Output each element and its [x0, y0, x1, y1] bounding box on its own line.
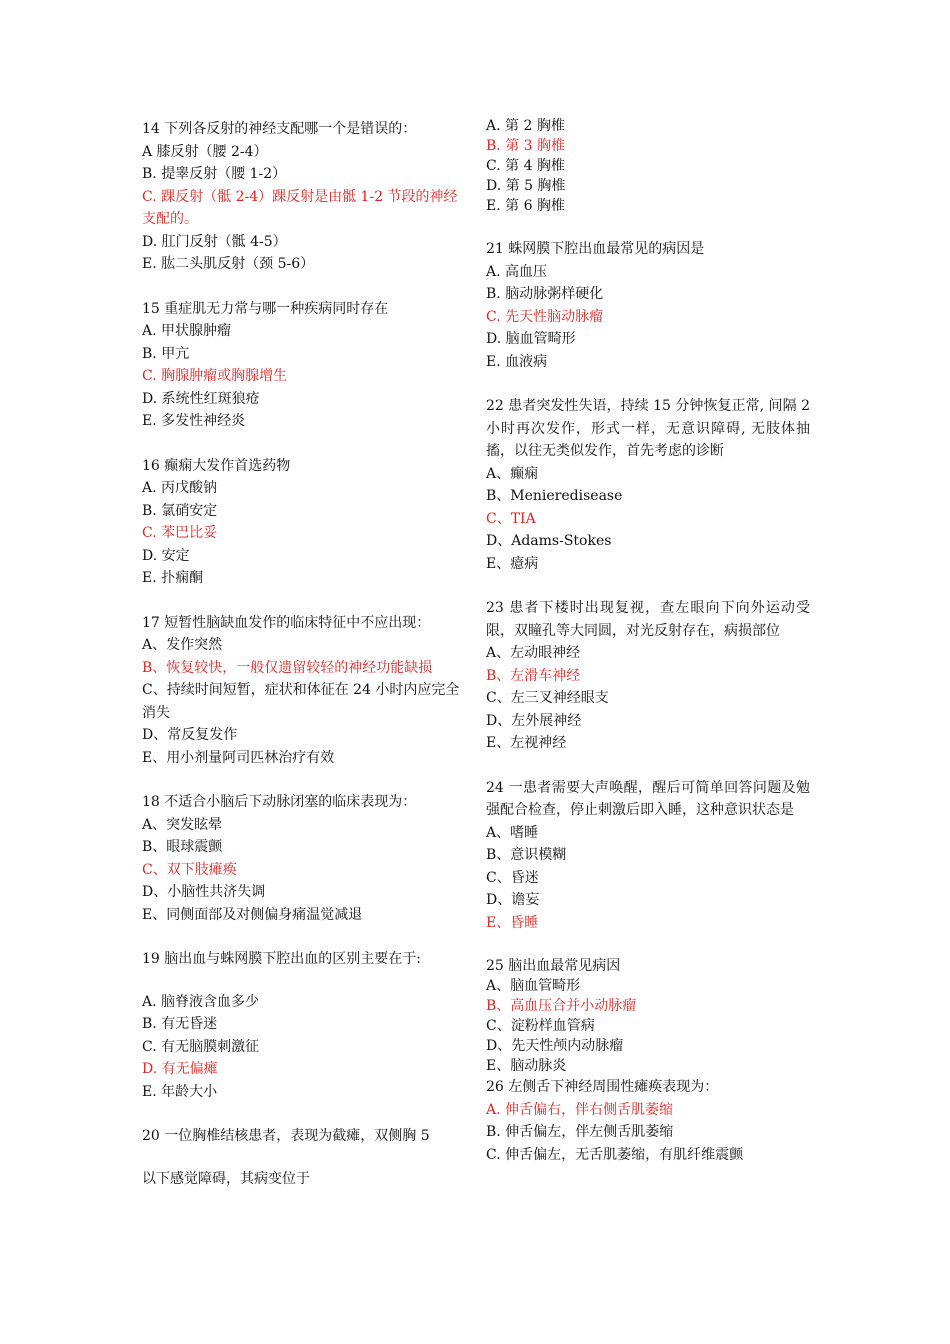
- question-stem: 20 一位胸椎结核患者，表现为截瘫，双侧胸 5: [142, 1128, 430, 1144]
- question-stem: 15 重症肌无力常与哪一种疾病同时存在: [142, 300, 389, 317]
- option-b: B、眼球震颤: [142, 839, 223, 855]
- option-d: D、Adams-Stokes: [486, 533, 612, 549]
- option-b-correct-answer: B、高血压合并小动脉瘤: [486, 998, 637, 1014]
- question-stem: 14 下列各反射的神经支配哪一个是错误的：: [142, 121, 417, 137]
- option-a: A. 甲状腺肿瘤: [142, 323, 232, 339]
- option-b: B、Menieredisease: [486, 488, 623, 504]
- option-b-correct-answer: B、左滑车神经: [486, 667, 581, 684]
- option-b-correct-answer: B. 第 3 胸椎: [486, 138, 565, 154]
- question-stem: 18 不适合小脑后下动脉闭塞的临床表现为：: [142, 794, 417, 810]
- question-stem: 21 蛛网膜下腔出血最常见的病因是: [486, 241, 705, 257]
- option-a: A、脑血管畸形: [486, 978, 581, 994]
- question-17: [142, 612, 462, 770]
- option-e: E. 多发性神经炎: [142, 413, 246, 429]
- option-a: A、癫痫: [486, 465, 539, 482]
- option-a: A、左动眼神经: [486, 645, 581, 661]
- left-column: [142, 118, 462, 1212]
- option-e: E、用小剂量阿司匹林治疗有效: [142, 749, 335, 766]
- option-e: E. 血液病: [486, 353, 548, 370]
- question-21: [486, 238, 810, 373]
- option-e-correct-answer: E、昏睡: [486, 914, 539, 931]
- spacer: [142, 971, 462, 991]
- question-stem: 24 一患者需要大声唤醒，醒后可简单回答问题及勉强配合检查，停止刺激后即入睡，这种意识状态是: [486, 779, 810, 818]
- question-stem-continued: 以下感觉障碍，其病变位于: [142, 1170, 310, 1187]
- option-a-correct-answer: A. 伸舌偏右，伴右侧舌肌萎缩: [486, 1101, 674, 1118]
- option-d: D、常反复发作: [142, 727, 238, 743]
- option-c-correct-answer: C. 先天性脑动脉瘤: [486, 308, 604, 325]
- option-d: D. 脑血管畸形: [486, 331, 576, 347]
- option-d: D、小脑性共济失调: [142, 884, 266, 900]
- question-24: [486, 777, 810, 935]
- question-stem: 26 左侧舌下神经周围性瘫痪表现为：: [486, 1079, 719, 1095]
- option-c: C、淀粉样血管病: [486, 1018, 595, 1034]
- option-c: C. 伸舌偏左，无舌肌萎缩，有肌纤维震颤: [486, 1146, 744, 1163]
- question-stem: 17 短暂性脑缺血发作的临床特征中不应出现：: [142, 614, 431, 631]
- option-e: E、脑动脉炎: [486, 1058, 567, 1074]
- option-c: C. 有无脑膜刺激征: [142, 1038, 260, 1055]
- option-a: A、突发眩晕: [142, 816, 223, 833]
- option-e: E. 第 6 胸椎: [486, 198, 565, 214]
- question-23: [486, 597, 810, 755]
- option-b: B. 氯硝安定: [142, 502, 218, 519]
- question-stem: 23 患者下楼时出现复视，查左眼向下向外运动受限，双瞳孔等大同圆，对光反射存在，病损部位: [486, 600, 810, 639]
- right-column: [486, 116, 810, 1188]
- option-c: C、持续时间短暂，症状和体征在 24 小时内应完全消失: [142, 682, 460, 721]
- option-b: B、意识模糊: [486, 847, 567, 863]
- option-d: D、谵妄: [486, 892, 540, 908]
- option-a: A、嗜睡: [486, 824, 539, 841]
- option-d: D. 第 5 胸椎: [486, 178, 566, 194]
- question-20: [142, 1125, 462, 1190]
- option-a: A. 高血压: [486, 263, 548, 280]
- question-22: [486, 395, 810, 575]
- option-c-correct-answer: C. 踝反射（骶 2-4）踝反射是由骶 1-2 节段的神经支配的。: [142, 188, 458, 227]
- option-d-correct-answer: D. 有无偏瘫: [142, 1061, 218, 1077]
- question-15: [142, 298, 462, 433]
- option-e: E、同侧面部及对侧偏身痛温觉减退: [142, 906, 363, 923]
- question-stem: 16 癫痫大发作首选药物: [142, 457, 291, 474]
- option-a: A. 脑脊液含血多少: [142, 993, 260, 1010]
- question-25: [486, 956, 810, 1076]
- question-stem: 25 脑出血最常见病因: [486, 958, 621, 974]
- option-e: E、癔病: [486, 555, 539, 572]
- option-b: B. 伸舌偏左，伴左侧舌肌萎缩: [486, 1124, 674, 1140]
- option-c: C、昏迷: [486, 869, 539, 886]
- option-e: E、左视神经: [486, 735, 567, 751]
- option-c: C、左三叉神经眼支: [486, 690, 609, 706]
- question-stem: 22 患者突发性失语，持续 15 分钟恢复正常, 间隔 2 小时再次发作，形式一样，无意识障碍, 无肢体抽搐，以往无类似发作，首先考虑的诊断: [486, 398, 810, 459]
- option-e: E. 肱二头肌反射（颈 5-6）: [142, 256, 315, 272]
- option-c-correct-answer: C. 苯巴比妥: [142, 525, 218, 541]
- question-16: [142, 455, 462, 590]
- option-b: B. 脑动脉粥样硬化: [486, 286, 604, 302]
- question-19: [142, 948, 462, 1103]
- option-d: D. 安定: [142, 547, 190, 564]
- question-18: [142, 791, 462, 926]
- option-a: A. 第 2 胸椎: [486, 118, 565, 134]
- option-d: D、先天性颅内动脉瘤: [486, 1038, 624, 1054]
- option-b: B. 提睾反射（腰 1-2）: [142, 166, 287, 182]
- option-b: B. 甲亢: [142, 345, 190, 362]
- question-stem: 19 脑出血与蛛网膜下腔出血的区别主要在于:: [142, 951, 421, 967]
- option-a: A 膝反射（腰 2-4）: [142, 143, 268, 160]
- option-e: E. 扑痫酮: [142, 570, 204, 586]
- question-26: [486, 1076, 810, 1166]
- option-d: D、左外展神经: [486, 712, 582, 729]
- option-c-correct-answer: C、双下肢瘫痪: [142, 861, 237, 878]
- option-e: E. 年龄大小: [142, 1083, 218, 1100]
- option-b: B. 有无昏迷: [142, 1016, 218, 1032]
- option-d: D. 系统性红斑狼疮: [142, 390, 260, 407]
- option-c: C. 第 4 胸椎: [486, 158, 565, 174]
- option-b-correct-answer: B、恢复较快，一般仅遗留较轻的神经功能缺损: [142, 659, 433, 676]
- option-d: D. 肛门反射（骶 4-5）: [142, 233, 287, 250]
- question-14: [142, 118, 462, 276]
- option-a: A、发作突然: [142, 637, 223, 653]
- option-c-correct-answer: C、TIA: [486, 510, 536, 527]
- question-20-options: [486, 116, 810, 216]
- option-a: A. 丙戊酸钠: [142, 480, 218, 496]
- option-c-correct-answer: C. 胸腺肿瘤或胸腺增生: [142, 368, 288, 384]
- spacer: [142, 1148, 462, 1168]
